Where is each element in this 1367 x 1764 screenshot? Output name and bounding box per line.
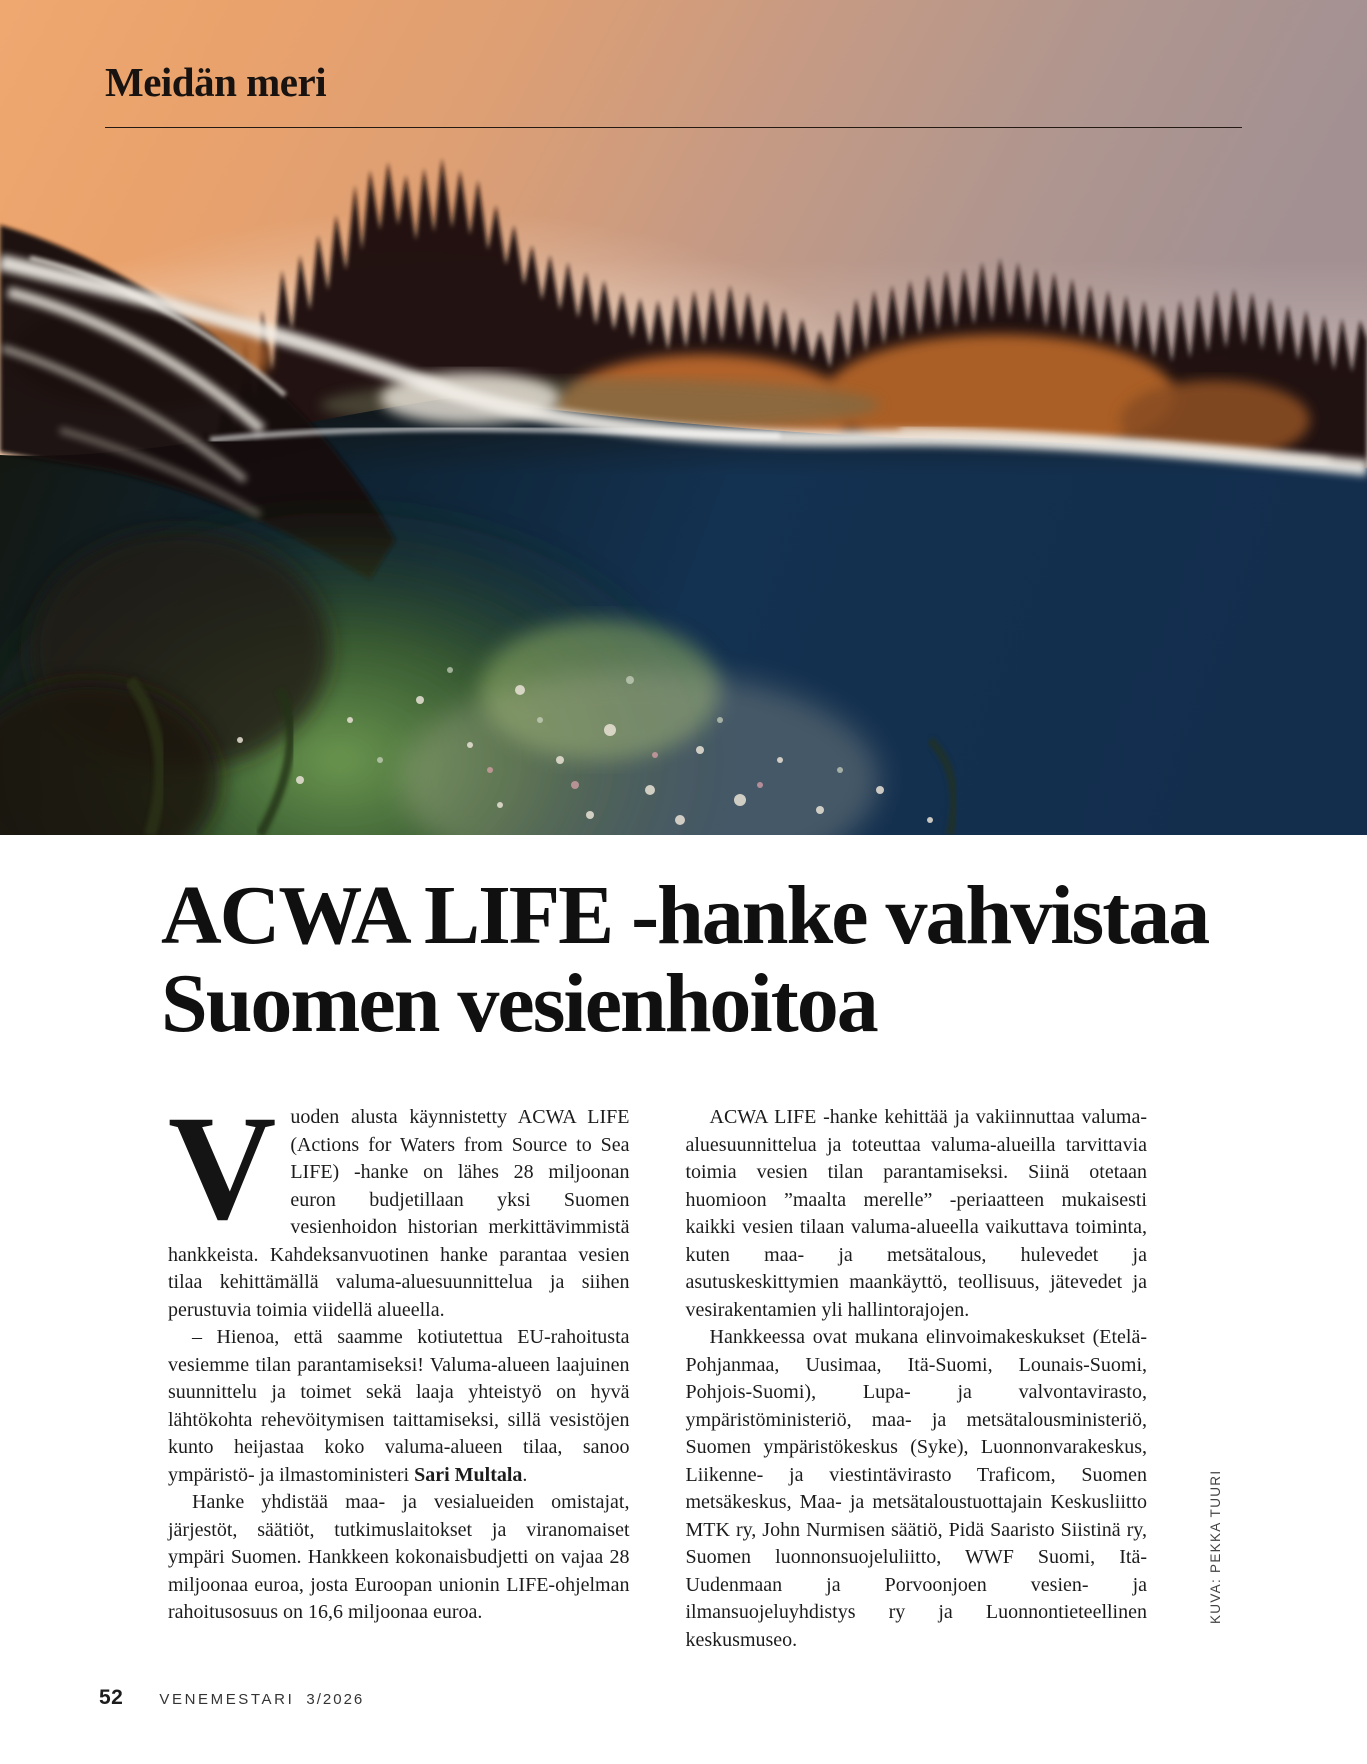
section-rule: [105, 127, 1242, 128]
paragraph: ACWA LIFE -hanke kehittää ja vakiinnuttaa valuma-aluesuunnittelua ja toteuttaa valuma-alueilla tarvittavia toimia vesien tilan parantamiseksi. Siinä otetaan huomioon ”maalta merelle” -periaatteen mukaisesti kaikki vesien tilaan valuma-alueella vaikuttava toiminta, kuten maa- ja metsätalous, hulevedet ja asutuskeskittymien maankäyttö, teollisuus, jätevedet ja vesirakentamien yli hallintorajojen.: [685, 1106, 1147, 1321]
article-body: [168, 1085, 1147, 1654]
drop-cap: V: [168, 1085, 277, 1251]
photo-credit: KUVA: PEKKA TUURI: [1208, 1469, 1223, 1624]
paragraph-text: uoden alusta käynnistetty ACWA LIFE (Actions for Waters from Source to Sea LIFE) -hanke on lähes 28 miljoonan euron budjetillaan yksi Suomen vesienhoidon historian merkittävimmistä hankkeista. Kahdeksanvuotinen hanke parantaa vesien tilaa kehittämällä valuma-aluesuunnittelua ja siihen perustuvia toimia viidellä alueella.: [168, 1106, 630, 1321]
headline-line-2: Suomen vesienhoitoa: [161, 957, 877, 1050]
section-kicker: Meidän meri: [105, 59, 327, 105]
issue-number: 3/2026: [306, 1691, 365, 1708]
right-column: [686, 1104, 1148, 1654]
hero-photo-illustration: [0, 0, 1367, 835]
quote-text: – Hienoa, että saamme kotiutettua EU-rahoitusta vesiemme tilan parantamiseksi! Valuma-alueen laajuinen suunnittelu ja toimet sekä laaja yhteistyö on hyvä lähtökohta rehevöitymisen taittamiseksi, sillä vesistöjen kunto heijastaa koko valuma-alueen tilaa, sanoo ympäristö- ja ilmastoministeri: [168, 1326, 630, 1486]
article-headline: [161, 869, 1261, 1050]
page-number: 52: [99, 1686, 124, 1709]
page-footer: [99, 1686, 364, 1710]
minister-name: Sari Multala: [414, 1463, 523, 1486]
magazine-name: VENEMESTARI: [159, 1691, 295, 1708]
paragraph: Hankkeessa ovat mukana elinvoimakeskukset (Etelä-Pohjanmaa, Uusimaa, Itä-Suomi, Lounais-Suomi, Pohjois-Suomi), Lupa- ja valvontavirasto, ympäristöministeriö, maa- ja metsätalousministeriö, Suomen ympäristökeskus (Syke), Luonnonvarakeskus, Liikenne- ja viestintävirasto Traficom, Suomen metsäkeskus, Maa- ja metsätaloustuottajain Keskusliitto MTK ry, John Nurmisen säätiö, Pidä Saaristo Siistinä ry, Suomen luonnonsuojeluliitto, WWF Suomi, Itä-Uudenmaan ja Porvoonjoen vesien- ja ilmansuojeluyhdistys ry ja Luonnontieteellinen keskusmuseo.: [685, 1326, 1147, 1651]
headline-line-1: ACWA LIFE -hanke vahvistaa: [161, 869, 1209, 962]
quote-end: .: [522, 1463, 528, 1486]
hero-photo: [0, 0, 1367, 835]
paragraph: Hanke yhdistää maa- ja vesialueiden omistajat, järjestöt, säätiöt, tutkimuslaitokset ja viranomaiset ympäri Suomen. Hankkeen kokonaisbudjetti on vajaa 28 miljoonaa euroa, josta Euroopan unionin LIFE-ohjelman rahoitusosuus on 16,6 miljoonaa euroa.: [168, 1491, 630, 1623]
left-column: [168, 1085, 630, 1654]
paragraph: [168, 1324, 630, 1489]
paragraph: [168, 1085, 630, 1324]
